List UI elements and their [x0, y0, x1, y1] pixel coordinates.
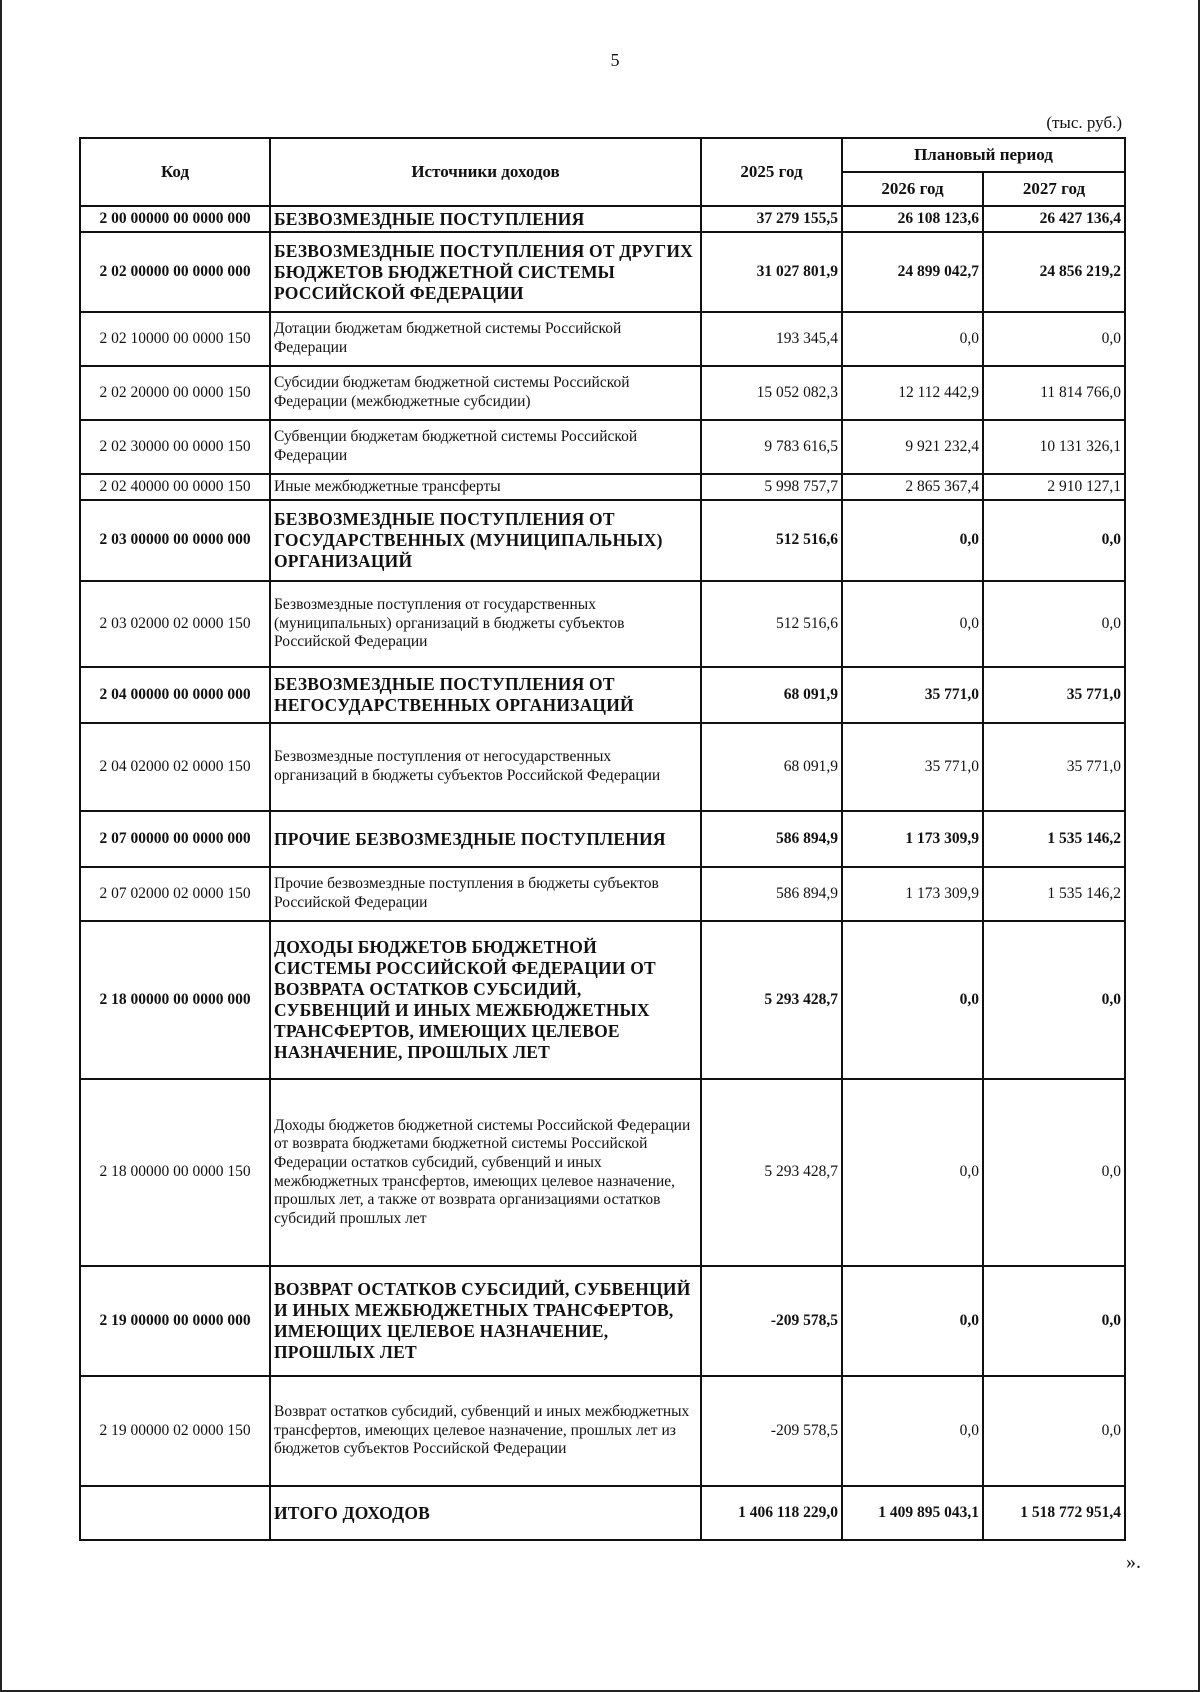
row-value-2026: 0,0 — [842, 312, 983, 366]
header-code: Код — [80, 138, 270, 206]
row-value-2027: 35 771,0 — [983, 723, 1125, 811]
header-year-2027: 2027 год — [983, 172, 1125, 206]
row-value-2027: 1 518 772 951,4 — [983, 1486, 1125, 1540]
table-row — [80, 921, 1125, 1079]
row-code: 2 07 02000 02 0000 150 — [80, 867, 270, 921]
row-code: 2 00 00000 00 0000 000 — [80, 206, 270, 232]
table-row — [80, 723, 1125, 811]
row-value-2025: 586 894,9 — [701, 867, 842, 921]
row-source-name: Субсидии бюджетам бюджетной системы Российской Федерации (межбюджетные субсидии) — [270, 366, 701, 420]
row-value-2025: 512 516,6 — [701, 500, 842, 581]
row-source-name: ВОЗВРАТ ОСТАТКОВ СУБСИДИЙ, СУБВЕНЦИЙ И ИНЫХ МЕЖБЮДЖЕТНЫХ ТРАНСФЕРТОВ, ИМЕЮЩИХ ЦЕЛЕВОЕ НАЗНАЧЕНИЕ, ПРОШЛЫХ ЛЕТ — [270, 1266, 701, 1376]
row-code: 2 02 00000 00 0000 000 — [80, 232, 270, 312]
closing-mark: ». — [1126, 1551, 1141, 1573]
table-row — [80, 232, 1125, 312]
table-row — [80, 1486, 1125, 1540]
row-code: 2 02 40000 00 0000 150 — [80, 474, 270, 500]
row-value-2026: 0,0 — [842, 1266, 983, 1376]
row-value-2025: 193 345,4 — [701, 312, 842, 366]
row-value-2027: 0,0 — [983, 921, 1125, 1079]
row-code: 2 02 30000 00 0000 150 — [80, 420, 270, 474]
row-value-2025: 1 406 118 229,0 — [701, 1486, 842, 1540]
row-code: 2 18 00000 00 0000 150 — [80, 1079, 270, 1266]
row-source-name: Дотации бюджетам бюджетной системы Российской Федерации — [270, 312, 701, 366]
row-value-2027: 26 427 136,4 — [983, 206, 1125, 232]
row-source-name: Прочие безвозмездные поступления в бюджеты субъектов Российской Федерации — [270, 867, 701, 921]
row-value-2025: -209 578,5 — [701, 1376, 842, 1486]
revenue-table — [79, 137, 1126, 1541]
table-row — [80, 312, 1125, 366]
row-value-2026: 35 771,0 — [842, 667, 983, 723]
row-value-2025: 512 516,6 — [701, 581, 842, 667]
table-row — [80, 811, 1125, 867]
row-value-2027: 1 535 146,2 — [983, 867, 1125, 921]
table-row — [80, 1376, 1125, 1486]
row-value-2026: 0,0 — [842, 500, 983, 581]
row-value-2025: 5 293 428,7 — [701, 1079, 842, 1266]
table-row — [80, 581, 1125, 667]
row-code: 2 18 00000 00 0000 000 — [80, 921, 270, 1079]
row-source-name: Безвозмездные поступления от негосударственных организаций в бюджеты субъектов Российской Федерации — [270, 723, 701, 811]
header-source: Источники доходов — [270, 138, 701, 206]
row-code: 2 02 20000 00 0000 150 — [80, 366, 270, 420]
row-code: 2 04 02000 02 0000 150 — [80, 723, 270, 811]
row-value-2026: 26 108 123,6 — [842, 206, 983, 232]
row-code: 2 03 00000 00 0000 000 — [80, 500, 270, 581]
row-source-name: БЕЗВОЗМЕЗДНЫЕ ПОСТУПЛЕНИЯ — [270, 206, 701, 232]
row-value-2026: 1 173 309,9 — [842, 811, 983, 867]
row-value-2027: 0,0 — [983, 312, 1125, 366]
row-code — [80, 1486, 270, 1540]
row-code: 2 04 00000 00 0000 000 — [80, 667, 270, 723]
table-row — [80, 420, 1125, 474]
table-row — [80, 206, 1125, 232]
row-source-name: ДОХОДЫ БЮДЖЕТОВ БЮДЖЕТНОЙ СИСТЕМЫ РОССИЙСКОЙ ФЕДЕРАЦИИ ОТ ВОЗВРАТА ОСТАТКОВ СУБСИДИЙ, СУБВЕНЦИЙ И ИНЫХ МЕЖБЮДЖЕТНЫХ ТРАНСФЕРТОВ, ИМЕЮЩИХ ЦЕЛЕВОЕ НАЗНАЧЕНИЕ, ПРОШЛЫХ ЛЕТ — [270, 921, 701, 1079]
row-value-2026: 0,0 — [842, 581, 983, 667]
row-value-2025: 68 091,9 — [701, 667, 842, 723]
row-value-2027: 2 910 127,1 — [983, 474, 1125, 500]
row-value-2027: 24 856 219,2 — [983, 232, 1125, 312]
table-row — [80, 1079, 1125, 1266]
row-value-2026: 1 173 309,9 — [842, 867, 983, 921]
row-value-2025: 5 293 428,7 — [701, 921, 842, 1079]
row-value-2026: 2 865 367,4 — [842, 474, 983, 500]
row-source-name: Субвенции бюджетам бюджетной системы Российской Федерации — [270, 420, 701, 474]
row-value-2026: 0,0 — [842, 1079, 983, 1266]
row-source-name: Доходы бюджетов бюджетной системы Российской Федерации от возврата бюджетами бюджетной системы Российской Федерации остатков субсидий, субвенций и иных межбюджетных трансфертов, имеющих целевое назначение, прошлых лет, а также от возврата организациями остатков субсидий прошлых лет — [270, 1079, 701, 1266]
row-code: 2 02 10000 00 0000 150 — [80, 312, 270, 366]
table-body — [80, 206, 1125, 1540]
units-label: (тыс. руб.) — [1046, 113, 1122, 132]
row-code: 2 19 00000 00 0000 000 — [80, 1266, 270, 1376]
row-value-2027: 35 771,0 — [983, 667, 1125, 723]
row-value-2025: 15 052 082,3 — [701, 366, 842, 420]
row-code: 2 03 02000 02 0000 150 — [80, 581, 270, 667]
table-row — [80, 500, 1125, 581]
header-year-2025: 2025 год — [701, 138, 842, 206]
table-row — [80, 667, 1125, 723]
row-value-2025: 9 783 616,5 — [701, 420, 842, 474]
row-source-name: ИТОГО ДОХОДОВ — [270, 1486, 701, 1540]
table-row — [80, 474, 1125, 500]
row-value-2025: 5 998 757,7 — [701, 474, 842, 500]
row-value-2026: 24 899 042,7 — [842, 232, 983, 312]
table-row — [80, 366, 1125, 420]
row-value-2027: 0,0 — [983, 1266, 1125, 1376]
row-value-2026: 0,0 — [842, 921, 983, 1079]
row-source-name: Иные межбюджетные трансферты — [270, 474, 701, 500]
row-value-2027: 0,0 — [983, 581, 1125, 667]
row-source-name: ПРОЧИЕ БЕЗВОЗМЕЗДНЫЕ ПОСТУПЛЕНИЯ — [270, 811, 701, 867]
header-planned-period: Плановый период — [842, 138, 1125, 172]
row-value-2026: 9 921 232,4 — [842, 420, 983, 474]
row-value-2027: 11 814 766,0 — [983, 366, 1125, 420]
row-value-2026: 0,0 — [842, 1376, 983, 1486]
row-value-2026: 1 409 895 043,1 — [842, 1486, 983, 1540]
row-value-2027: 0,0 — [983, 1376, 1125, 1486]
row-value-2026: 12 112 442,9 — [842, 366, 983, 420]
row-source-name: БЕЗВОЗМЕЗДНЫЕ ПОСТУПЛЕНИЯ ОТ ДРУГИХ БЮДЖЕТОВ БЮДЖЕТНОЙ СИСТЕМЫ РОССИЙСКОЙ ФЕДЕРАЦИИ — [270, 232, 701, 312]
row-value-2027: 10 131 326,1 — [983, 420, 1125, 474]
row-source-name: БЕЗВОЗМЕЗДНЫЕ ПОСТУПЛЕНИЯ ОТ НЕГОСУДАРСТВЕННЫХ ОРГАНИЗАЦИЙ — [270, 667, 701, 723]
page-edge-left — [0, 0, 2, 1692]
row-value-2025: 68 091,9 — [701, 723, 842, 811]
row-value-2025: 31 027 801,9 — [701, 232, 842, 312]
row-value-2026: 35 771,0 — [842, 723, 983, 811]
row-code: 2 19 00000 02 0000 150 — [80, 1376, 270, 1486]
row-value-2027: 0,0 — [983, 1079, 1125, 1266]
table-row — [80, 867, 1125, 921]
row-value-2025: 37 279 155,5 — [701, 206, 842, 232]
row-value-2027: 0,0 — [983, 500, 1125, 581]
row-source-name: Возврат остатков субсидий, субвенций и иных межбюджетных трансфертов, имеющих целевое назначение, прошлых лет из бюджетов субъектов Российской Федерации — [270, 1376, 701, 1486]
row-source-name: Безвозмездные поступления от государственных (муниципальных) организаций в бюджеты субъектов Российской Федерации — [270, 581, 701, 667]
table-row — [80, 1266, 1125, 1376]
row-value-2025: 586 894,9 — [701, 811, 842, 867]
page-number: 5 — [610, 50, 620, 70]
row-code: 2 07 00000 00 0000 000 — [80, 811, 270, 867]
row-value-2027: 1 535 146,2 — [983, 811, 1125, 867]
row-source-name: БЕЗВОЗМЕЗДНЫЕ ПОСТУПЛЕНИЯ ОТ ГОСУДАРСТВЕННЫХ (МУНИЦИПАЛЬНЫХ) ОРГАНИЗАЦИЙ — [270, 500, 701, 581]
header-year-2026: 2026 год — [842, 172, 983, 206]
row-value-2025: -209 578,5 — [701, 1266, 842, 1376]
